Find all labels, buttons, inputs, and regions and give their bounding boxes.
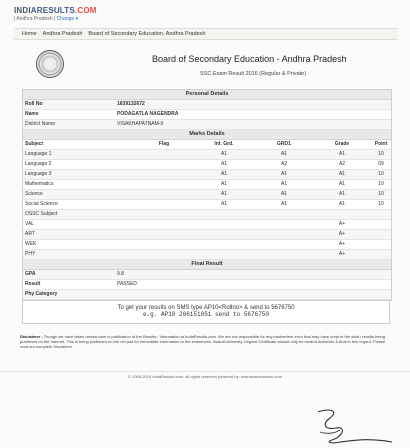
handwritten-signature bbox=[300, 404, 400, 448]
gpa-value: 9.8 bbox=[117, 271, 124, 277]
marks-header-row bbox=[23, 140, 391, 150]
marks-row bbox=[23, 190, 391, 200]
marks-cell-grd1: A1 bbox=[280, 181, 288, 187]
marks-cell-int-grd bbox=[193, 210, 253, 219]
exam-title: SSC Exam Result 2016 (Regular & Private) bbox=[200, 71, 307, 77]
marks-cell-grade: A1 bbox=[338, 171, 346, 177]
marks-row bbox=[23, 230, 391, 240]
table-row bbox=[23, 280, 391, 290]
results-table bbox=[22, 89, 392, 301]
district-label: District Name bbox=[25, 121, 56, 127]
marks-row bbox=[23, 210, 391, 220]
breadcrumb-home[interactable]: Home bbox=[22, 31, 37, 37]
marks-cell-point: 10 bbox=[378, 151, 384, 157]
marks-cell-int-grd bbox=[193, 230, 253, 239]
marks-cell-subject: VAL bbox=[25, 221, 35, 227]
marks-cell-grade: A+ bbox=[338, 231, 346, 237]
roll-no-label: Roll No bbox=[25, 101, 43, 107]
change-state-link[interactable]: Change ▾ bbox=[56, 16, 79, 22]
marks-body bbox=[23, 150, 391, 260]
marks-cell-grd1 bbox=[253, 230, 313, 239]
site-logo[interactable] bbox=[14, 6, 97, 15]
marks-cell-subject: Language 1 bbox=[25, 151, 52, 157]
board-title: Board of Secondary Education - Andhra Pradesh bbox=[152, 54, 347, 64]
marks-cell-grade: A+ bbox=[338, 251, 346, 257]
marks-cell-grade: A1 bbox=[338, 191, 346, 197]
marks-cell-flag bbox=[133, 180, 193, 189]
col-subject: Subject bbox=[25, 141, 44, 147]
disclaimer bbox=[20, 334, 392, 349]
marks-cell-point bbox=[369, 210, 391, 219]
marks-cell-subject: PHY bbox=[25, 251, 36, 257]
marks-cell-subject: Social Science bbox=[25, 201, 58, 207]
phy-category-label: Phy Category bbox=[25, 291, 58, 297]
sms-line-1: To get your results on SMS type AP10<Rollno> & send to 5676750 bbox=[117, 305, 295, 311]
marks-cell-point: 09 bbox=[378, 161, 384, 167]
marks-cell-grade: A1 bbox=[338, 181, 346, 187]
marks-cell-grade: A1 bbox=[338, 151, 346, 157]
personal-details-heading: Personal Details bbox=[23, 90, 391, 100]
marks-row bbox=[23, 170, 391, 180]
state-selector bbox=[14, 16, 78, 22]
breadcrumb-state[interactable]: Andhra Pradesh bbox=[42, 31, 83, 37]
marks-cell-int-grd: A1 bbox=[220, 201, 228, 207]
district-value: VISAKHAPATNAM-II bbox=[117, 121, 164, 127]
state-label: | Andhra Pradesh | bbox=[14, 16, 56, 22]
marks-row bbox=[23, 220, 391, 230]
marks-details-heading: Marks Details bbox=[23, 130, 391, 140]
marks-cell-subject: Science bbox=[25, 191, 43, 197]
marks-cell-subject: WEK bbox=[25, 241, 37, 247]
marks-cell-flag bbox=[133, 220, 193, 229]
marks-cell-int-grd: A1 bbox=[220, 151, 228, 157]
result-label: Result bbox=[25, 281, 41, 287]
phy-category-value bbox=[115, 290, 391, 299]
roll-no-value: 1639132672 bbox=[117, 101, 145, 107]
marks-cell-subject: Mathematics bbox=[25, 181, 54, 187]
marks-cell-grd1: A1 bbox=[280, 201, 288, 207]
marks-cell-subject: Language 3 bbox=[25, 171, 52, 177]
logo-ext-text: .COM bbox=[74, 6, 97, 15]
marks-cell-point bbox=[369, 220, 391, 229]
final-result-heading: Final Result bbox=[23, 260, 391, 270]
marks-cell-grd1 bbox=[253, 210, 313, 219]
marks-cell-grd1 bbox=[253, 220, 313, 229]
marks-cell-flag bbox=[133, 160, 193, 169]
col-grade: Grade bbox=[334, 141, 350, 147]
sms-line-2: e.g. AP10 206151051 send to 5676750 bbox=[142, 311, 270, 318]
col-flag: Flag bbox=[158, 141, 170, 147]
marks-cell-flag bbox=[133, 210, 193, 219]
marks-cell-flag bbox=[133, 150, 193, 159]
marks-row bbox=[23, 150, 391, 160]
footer-copyright: © 2008-2016 IndiaResults.com. all rights reserved powered by: sharanimnetworks.com bbox=[0, 371, 410, 379]
col-grd1: GRD1 bbox=[277, 141, 291, 147]
table-row bbox=[23, 270, 391, 280]
marks-cell-subject: ART bbox=[25, 231, 35, 237]
marks-cell-point: 10 bbox=[378, 191, 384, 197]
marks-cell-subject: Language 2 bbox=[25, 161, 52, 167]
col-int-grd: Int. Grd. bbox=[214, 141, 234, 147]
marks-cell-flag bbox=[133, 190, 193, 199]
disclaimer-text: Though we have taken utmost care in publication of the Results / Information at IndiaResults.com. We are not responsible for any inadvertent error that may have crept in the data / results being published on the Internet. This is being published on the net just for immediate information to the examinees. Board/University Original Certificate should only be treated authentic & final in this regard. Please read our complete Disclaimer. bbox=[20, 334, 386, 349]
table-row bbox=[23, 120, 391, 130]
marks-cell-int-grd bbox=[193, 250, 253, 259]
marks-cell-point: 10 bbox=[378, 171, 384, 177]
marks-cell-grade: A2 bbox=[338, 161, 346, 167]
sms-banner bbox=[22, 300, 390, 324]
breadcrumb bbox=[14, 28, 398, 40]
marks-cell-grade: A1 bbox=[338, 201, 346, 207]
marks-cell-grd1: A1 bbox=[280, 151, 288, 157]
marks-cell-point bbox=[369, 250, 391, 259]
table-row bbox=[23, 100, 391, 110]
disclaimer-label: Disclaimer : bbox=[20, 334, 43, 339]
table-row bbox=[23, 110, 391, 120]
marks-cell-flag bbox=[133, 200, 193, 209]
gpa-label: GPA bbox=[25, 271, 36, 277]
marks-row bbox=[23, 240, 391, 250]
marks-cell-point bbox=[369, 230, 391, 239]
marks-cell-flag bbox=[133, 170, 193, 179]
table-row bbox=[23, 290, 391, 300]
name-label: Name bbox=[25, 111, 39, 117]
marks-row bbox=[23, 160, 391, 170]
marks-cell-int-grd: A1 bbox=[220, 191, 228, 197]
marks-cell-grade bbox=[313, 210, 369, 219]
marks-cell-int-grd: A1 bbox=[220, 181, 228, 187]
marks-cell-grd1: A1 bbox=[280, 171, 288, 177]
marks-cell-int-grd bbox=[193, 220, 253, 229]
breadcrumb-board[interactable]: Board of Secondary Education, Andhra Pradesh bbox=[88, 31, 206, 37]
marks-cell-point: 10 bbox=[378, 201, 384, 207]
marks-cell-point bbox=[369, 240, 391, 249]
marks-cell-grd1 bbox=[253, 240, 313, 249]
marks-cell-int-grd bbox=[193, 240, 253, 249]
marks-cell-flag bbox=[133, 240, 193, 249]
marks-cell-flag bbox=[133, 230, 193, 239]
marks-cell-grd1 bbox=[253, 250, 313, 259]
marks-cell-grade: A+ bbox=[338, 241, 346, 247]
marks-cell-point: 10 bbox=[378, 181, 384, 187]
board-seal-icon bbox=[36, 50, 64, 78]
marks-cell-subject: OSSC Subject bbox=[25, 211, 58, 217]
marks-cell-flag bbox=[133, 250, 193, 259]
result-value: PASSED bbox=[117, 281, 137, 287]
marks-row bbox=[23, 250, 391, 260]
col-point: Point bbox=[374, 141, 388, 147]
name-value: PODAGATLA NAGENDRA bbox=[117, 111, 179, 117]
marks-cell-grade: A+ bbox=[338, 221, 346, 227]
marks-row bbox=[23, 180, 391, 190]
marks-row bbox=[23, 200, 391, 210]
marks-cell-int-grd: A1 bbox=[220, 171, 228, 177]
marks-cell-grd1: A1 bbox=[280, 191, 288, 197]
marks-cell-int-grd: A1 bbox=[220, 161, 228, 167]
logo-main-text: INDIARESULTS bbox=[14, 6, 75, 15]
marks-cell-grd1: A2 bbox=[280, 161, 288, 167]
